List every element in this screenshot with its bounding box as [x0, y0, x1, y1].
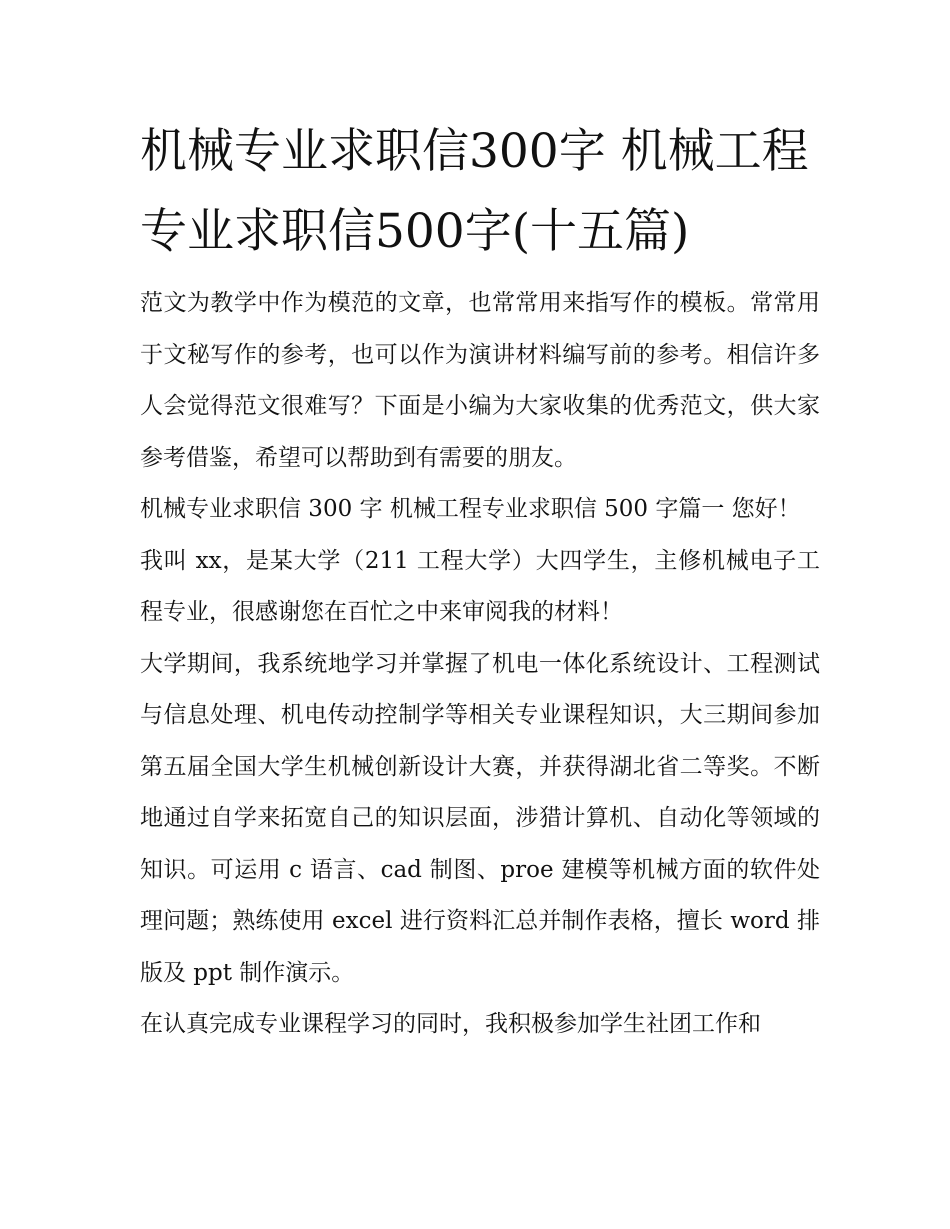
paragraph-activities: 在认真完成专业课程学习的同时，我积极参加学生社团工作和	[140, 1011, 761, 1037]
paragraph-self-intro: 我叫 xx，是某大学（211 工程大学）大四学生，主修机械电子工程专业，很感谢您在百忙之中来审阅我的材料！	[140, 547, 820, 625]
document-title: 机械专业求职信300字 机械工程专业求职信500字(十五篇)	[140, 124, 809, 259]
paragraph-university-study: 大学期间，我系统地学习并掌握了机电一体化系统设计、工程测试与信息处理、机电传动控制学等相关专业课程知识，大三期间参加第五届全国大学生机械创新设计大赛，并获得湖北省二等奖。不断地通过自学来拓宽自己的知识层面，涉猎计算机、自动化等领域的知识。可运用 c 语言、cad 制图、proe 建模等机械方面的软件处理问题；熟练使用 excel 进行资料汇总并制作表格，擅长 word 排版及 ppt 制作演示。	[140, 650, 820, 986]
paragraph-intro: 范文为教学中作为模范的文章，也常常用来指写作的模板。常常用于文秘写作的参考，也可以作为演讲材料编写前的参考。相信许多人会觉得范文很难写？下面是小编为大家收集的优秀范文，供大家参考借鉴，希望可以帮助到有需要的朋友。	[140, 290, 820, 471]
paragraph-heading-greeting: 机械专业求职信 300 字 机械工程专业求职信 500 字篇一 您好！	[140, 496, 801, 522]
document-body	[140, 278, 820, 1051]
